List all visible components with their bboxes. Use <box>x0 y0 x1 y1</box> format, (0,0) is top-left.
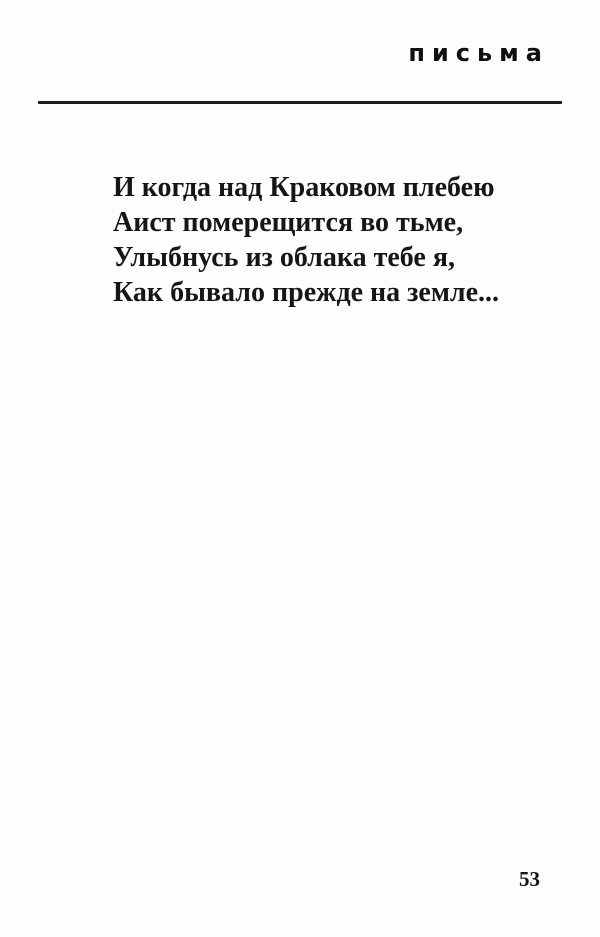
running-header-title: письма <box>408 39 549 67</box>
poem-line: Аист померещится во тьме, <box>113 207 464 238</box>
header-rule <box>38 101 562 104</box>
poem-line: Как бывало прежде на земле... <box>113 277 500 308</box>
poem-line: И когда над Краковом плебею <box>113 172 495 203</box>
poem-stanza <box>113 170 499 310</box>
poem-line: Улыбнусь из облака тебе я, <box>113 242 455 273</box>
page-number: 53 <box>519 867 540 891</box>
